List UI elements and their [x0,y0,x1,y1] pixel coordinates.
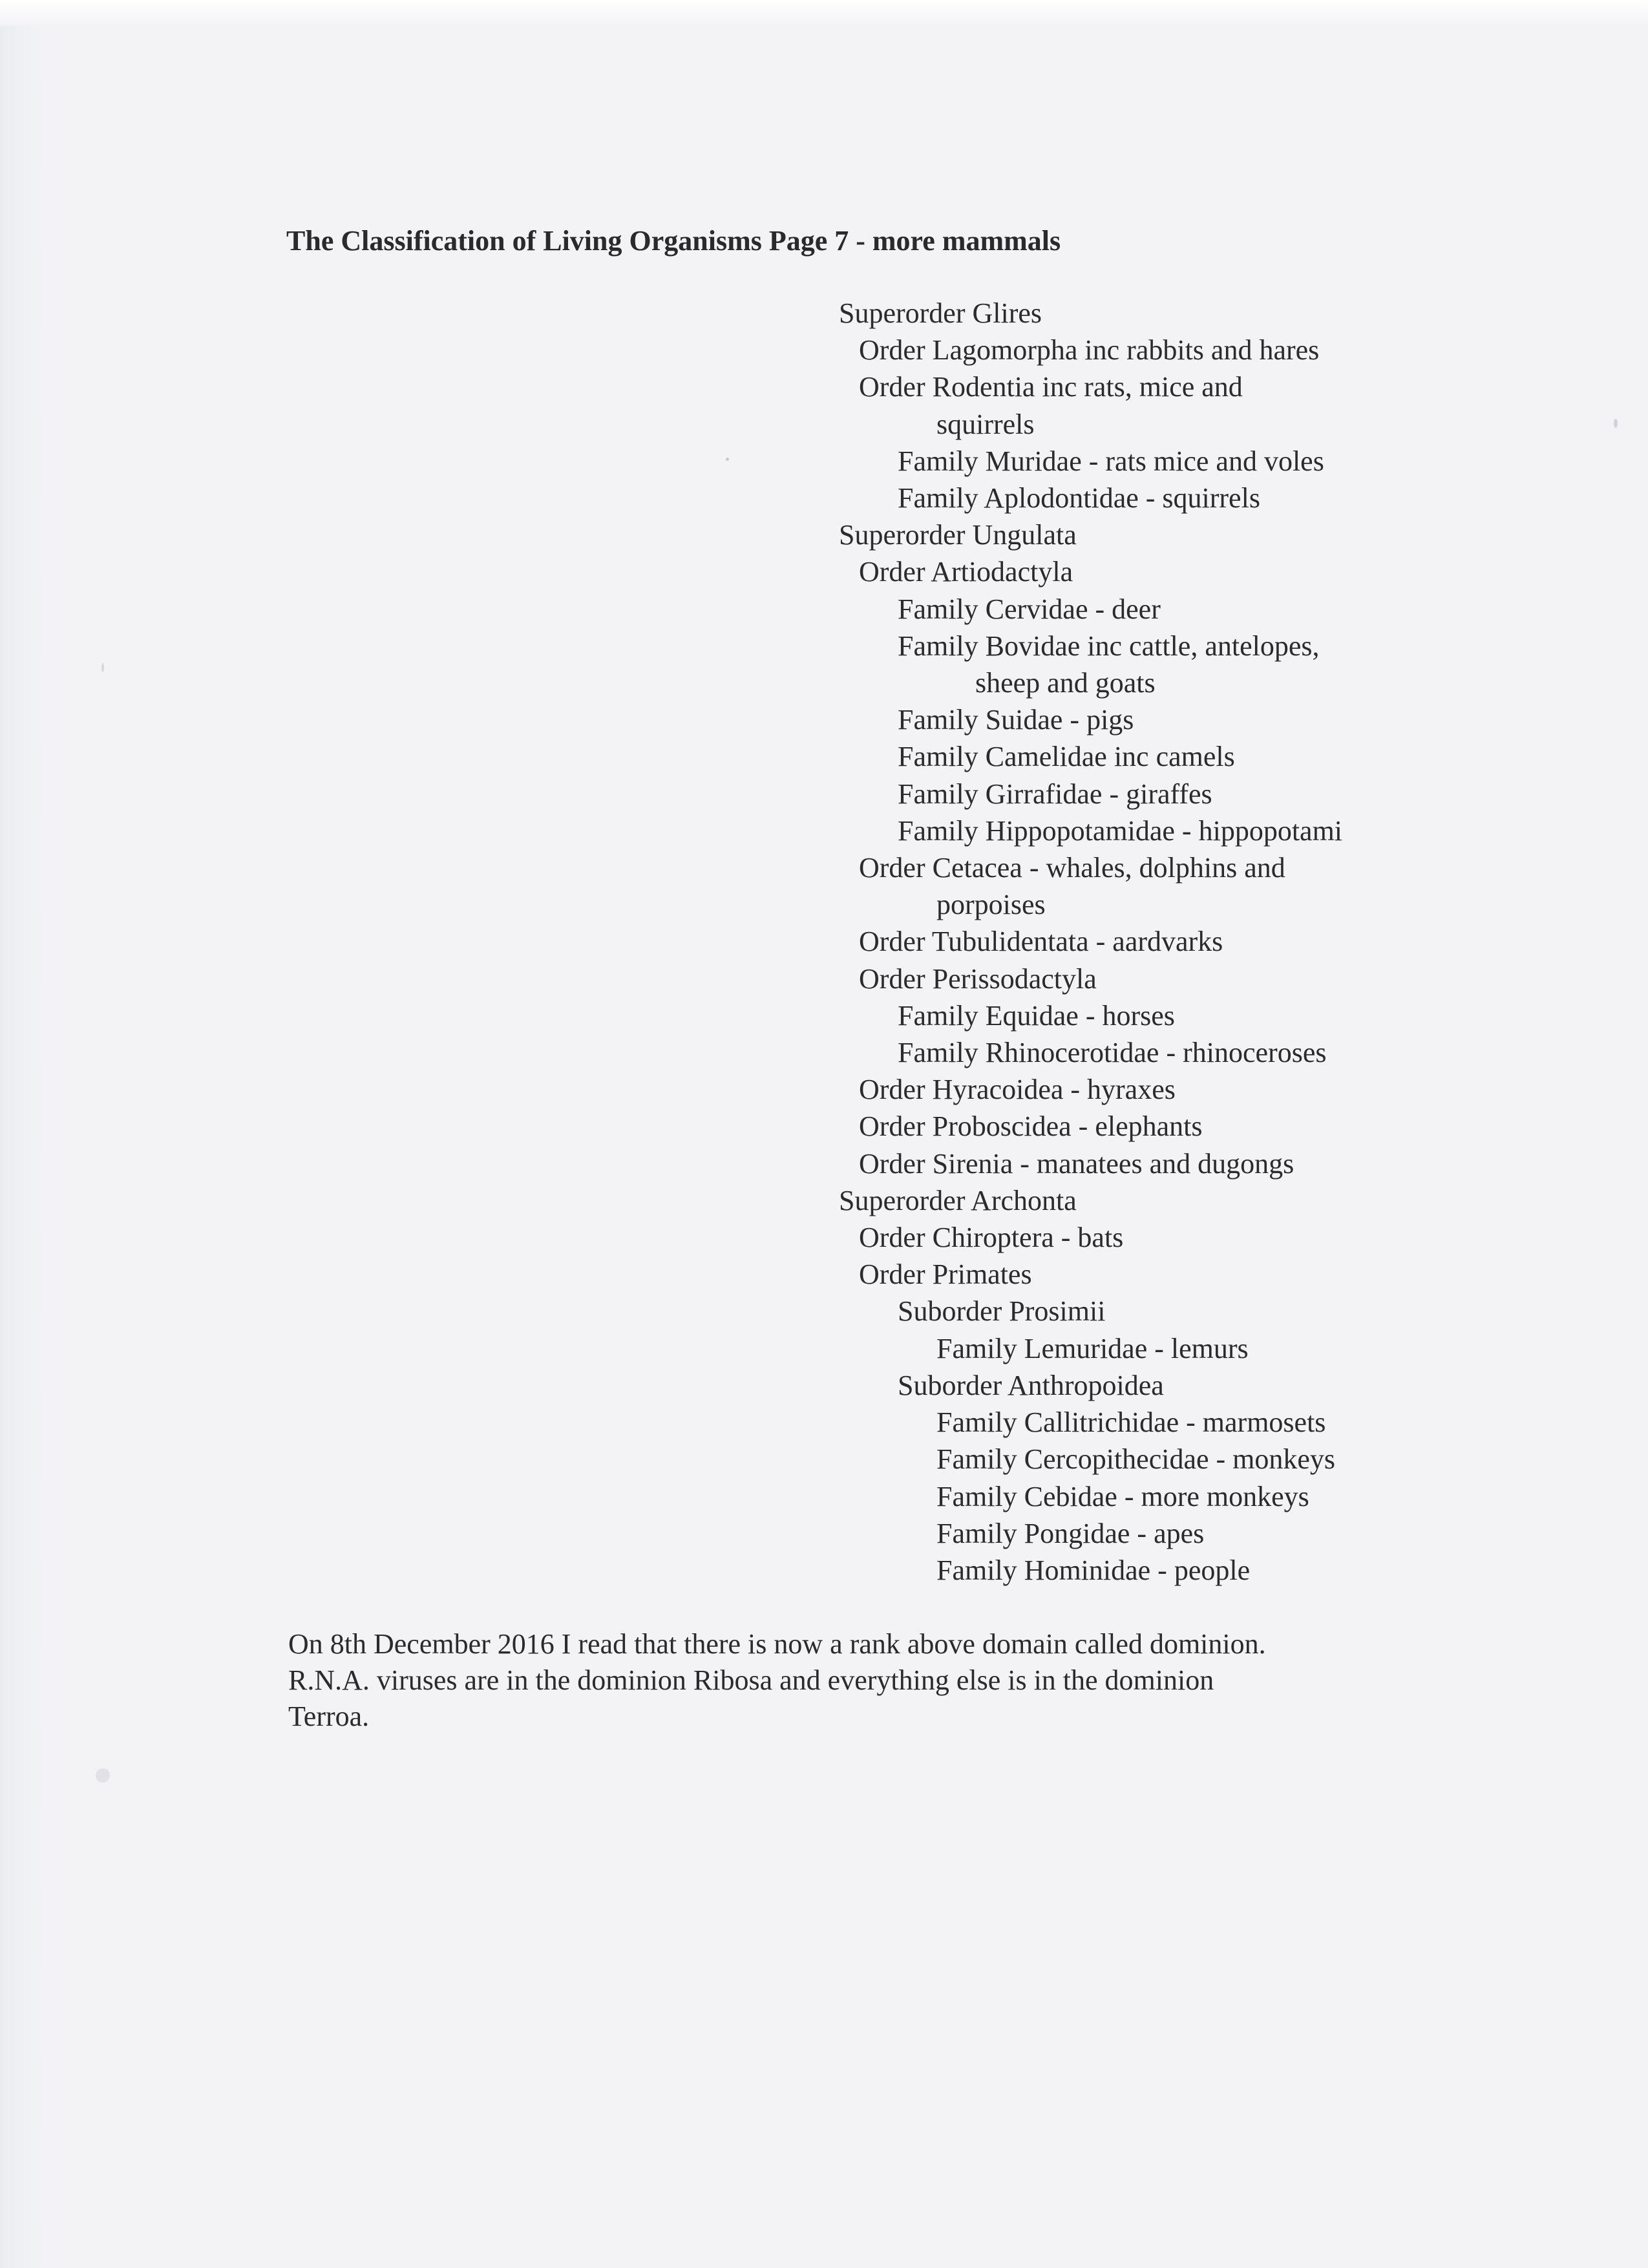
scan-speck [726,458,729,461]
taxon-order-item [839,960,1342,997]
taxonomy-list [839,295,1342,1589]
taxon-name: Family Hominidae - people [936,1554,1251,1586]
taxon-name: Family Aplodontidae - squirrels [898,482,1260,514]
note-line: Terroa. [288,1701,370,1732]
taxon-name: Order Artiodactyla [859,556,1073,588]
taxon-name: Suborder Prosimii [898,1295,1106,1328]
note-line: R.N.A. viruses are in the dominion Ribosa and everything else is in the dominion [288,1664,1214,1696]
taxon-name: Order Sirenia - manatees and dugongs [859,1147,1294,1180]
taxon-order-item [839,1071,1342,1108]
taxon-order-item [839,849,1342,923]
taxon-order-item [839,1256,1342,1293]
taxon-name: Family Lemuridae - lemurs [936,1332,1249,1364]
taxon-name: Order Hyracoidea - hyraxes [859,1074,1176,1106]
scan-top-edge [0,0,1648,26]
taxon-name: Superorder Ungulata [839,519,1077,551]
taxon-superorder-item [839,295,1342,332]
taxon-family-item [839,701,1342,738]
taxon-name: Superorder Archonta [839,1184,1077,1216]
taxon-family-item [839,1441,1342,1478]
taxon-name: Family Bovidae inc cattle, antelopes, [898,630,1320,662]
taxon-name: Family Rhinocerotidae - rhinoceroses [898,1037,1327,1069]
taxon-name: Superorder Glires [839,297,1042,329]
scan-edge-shadow [0,0,45,2268]
taxon-order-item [839,923,1342,960]
taxon-name: Family Cercopithecidae - monkeys [936,1443,1336,1476]
taxon-name: Family Pongidae - apes [936,1517,1205,1549]
taxon-order-item [839,1108,1342,1145]
note-paragraph [288,1626,1452,1735]
taxon-name: Family Hippopotamidae - hippopotami [898,814,1343,847]
taxon-family-item [839,1515,1342,1552]
taxon-name: Order Tubulidentata - aardvarks [859,926,1223,958]
taxon-order-item [839,553,1342,590]
taxon-name-continuation: squirrels [936,408,1035,440]
taxon-name: Family Cervidae - deer [898,593,1161,625]
taxon-family-item [839,1552,1342,1589]
taxon-suborder-item [839,1293,1342,1330]
taxon-family-item [839,591,1342,628]
taxon-family-item [839,628,1342,701]
taxon-name: Order Rodentia inc rats, mice and [859,371,1243,403]
taxon-name: Order Primates [859,1258,1032,1291]
taxon-superorder-item [839,1182,1342,1219]
taxon-family-item [839,480,1342,516]
scan-speck [1614,419,1618,428]
note-line: On 8th December 2016 I read that there is now a rank above domain called dominion. [288,1628,1266,1660]
taxon-name: Family Muridae - rats mice and voles [898,445,1324,477]
taxon-name: Family Cebidae - more monkeys [936,1480,1309,1512]
scan-speck [101,663,104,672]
taxon-name: Order Chiroptera - bats [859,1222,1124,1254]
taxon-name: Order Lagomorpha inc rabbits and hares [859,334,1320,366]
taxon-name: Family Camelidae inc camels [898,741,1235,773]
taxon-order-item [839,368,1342,442]
taxon-family-item [839,997,1342,1034]
taxon-name: Order Proboscidea - elephants [859,1110,1203,1143]
taxon-suborder-item [839,1367,1342,1404]
taxon-family-item [839,1034,1342,1071]
taxon-superorder-item [839,516,1342,553]
taxon-family-item [839,1330,1342,1367]
scan-speck [96,1768,110,1783]
taxon-order-item [839,1219,1342,1256]
taxon-name: Family Equidae - horses [898,999,1175,1032]
taxon-name: Suborder Anthropoidea [898,1369,1164,1401]
taxon-name: Family Girrafidae - giraffes [898,778,1212,810]
taxon-family-item [839,1404,1342,1441]
taxon-family-item [839,776,1342,812]
taxon-name: Order Cetacea - whales, dolphins and [859,852,1285,884]
taxon-name-continuation: sheep and goats [975,667,1156,699]
taxon-order-item [839,332,1342,368]
taxon-family-item [839,1478,1342,1515]
taxon-name: Family Suidae - pigs [898,704,1134,736]
taxon-family-item [839,812,1342,849]
page-title: The Classification of Living Organisms Page 7 - more mammals [286,225,1061,257]
taxon-order-item [839,1145,1342,1182]
taxon-name: Family Callitrichidae - marmosets [936,1406,1326,1439]
taxon-family-item [839,443,1342,480]
taxon-name: Order Perissodactyla [859,962,1097,995]
taxon-family-item [839,738,1342,775]
taxon-name-continuation: porpoises [936,889,1046,921]
